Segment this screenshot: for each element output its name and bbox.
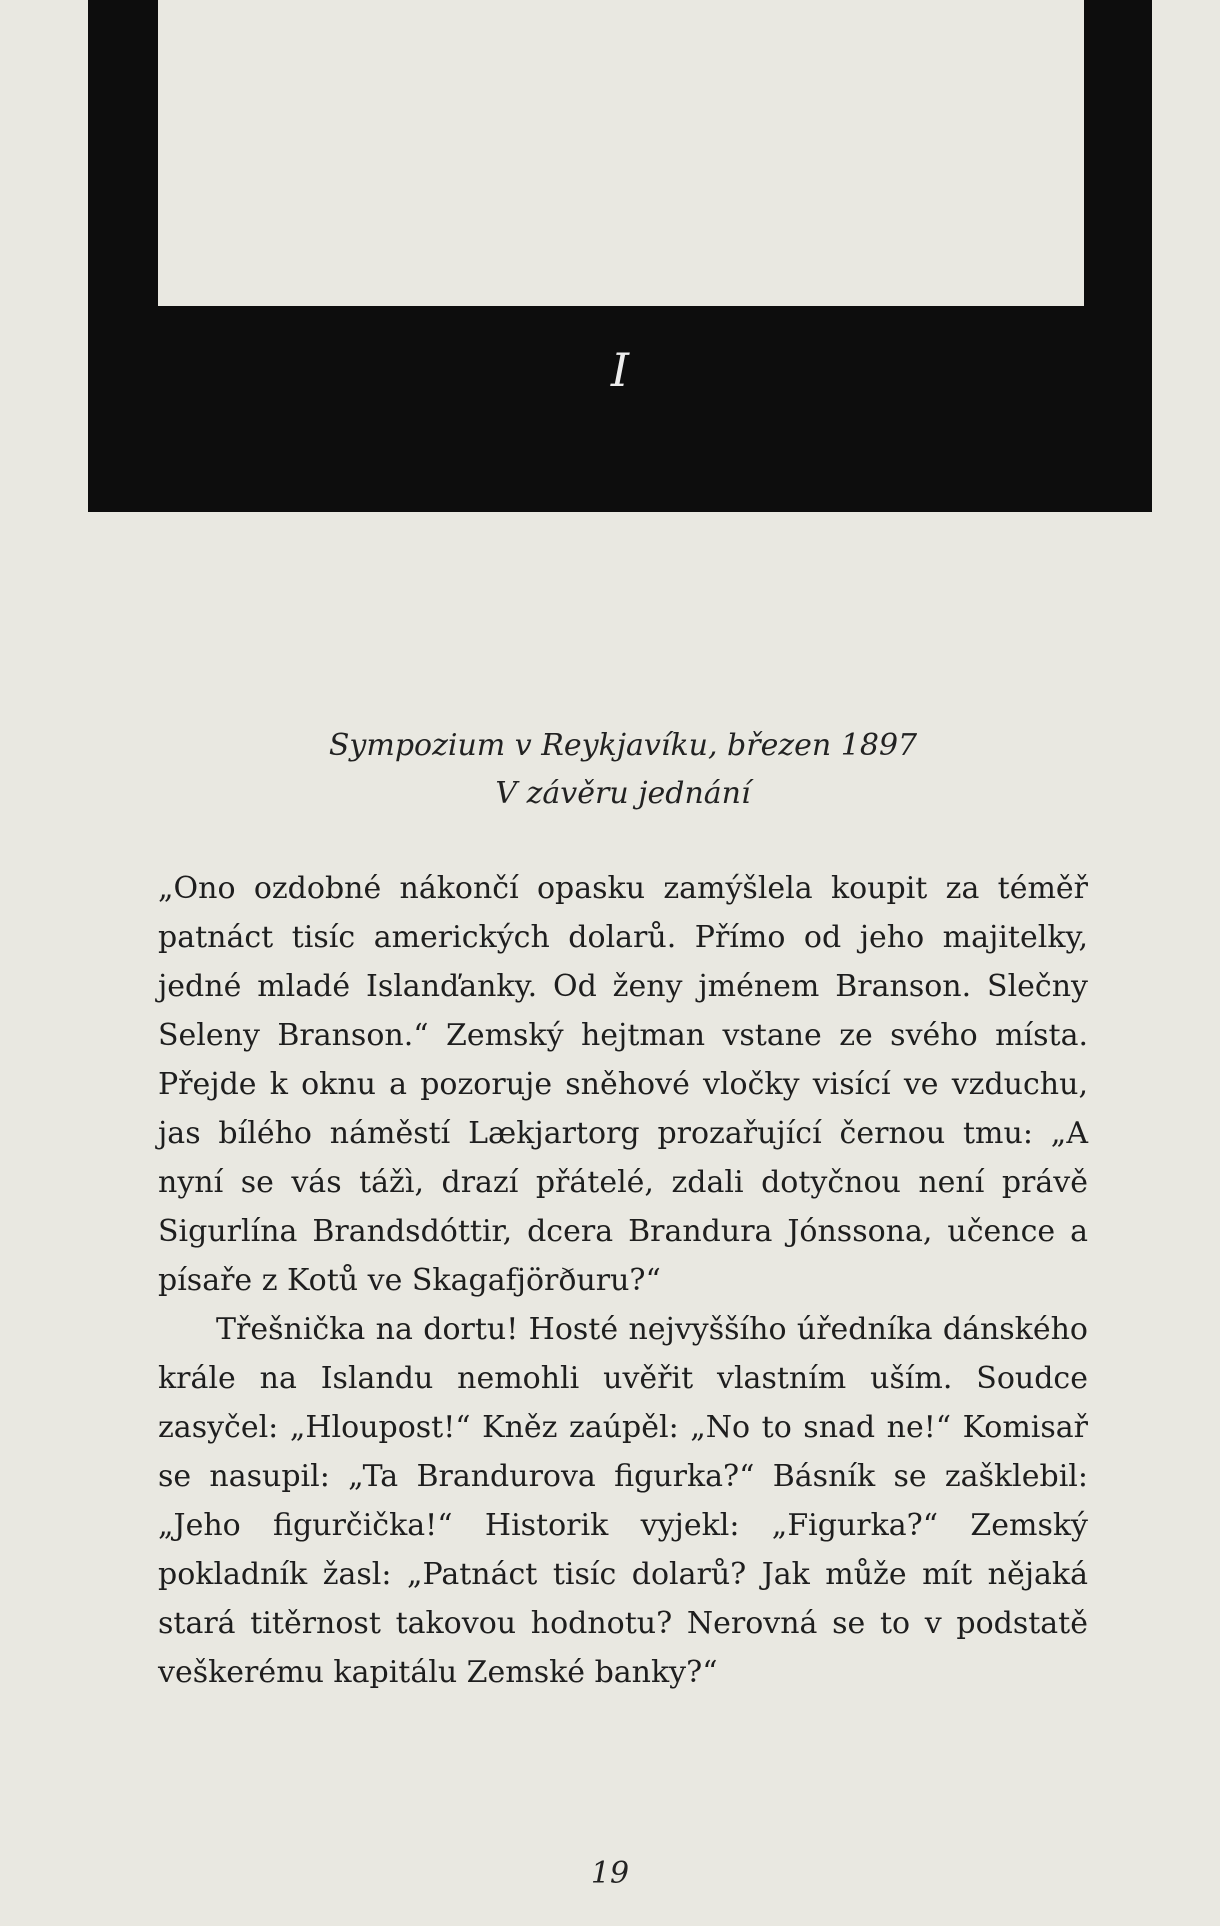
chapter-title-block	[88, 0, 1152, 512]
paragraph-2: Třešnička na dortu! Hosté nejvyššího úředníka dánského krále na Islandu nemohli uvěřit vlastním uším. Soudce zasyčel: „Hloupost!“ Kněz zaúpěl: „No to snad ne!“ Komisař se nasupil: „Ta Brandurova figurka?“ Básník se zašklebil: „Jeho figurčička!“ Historik vyjekl: „Figurka?“ Zemský pokladník žasl: „Patnáct tisíc dolarů? Jak může mít nějaká stará titěrnost takovou hodnotu? Nerovná se to v podstatě veškerému kapitálu Zemské banky?“	[158, 1312, 1088, 1690]
chapter-title-window	[158, 0, 1084, 306]
chapter-numeral: I	[610, 343, 630, 397]
page-number: 19	[590, 1856, 630, 1891]
section-heading-location: Sympozium v Reykjavíku, březen 1897	[328, 728, 918, 763]
paragraph-1: „Ono ozdobné nákončí opasku zamýšlela koupit za téměř patnáct tisíc amerických dolarů. Přímo od jeho majitelky, jedné mladé Islanďanky. Od ženy jménem Branson. Slečny Seleny Branson.“ Zemský hejtman vstane ze svého místa. Přejde k oknu a pozoruje sněhové vločky visící ve vzduchu, jas bílého náměstí Lækjartorg prozařující černou tmu: „A nyní se vás tážì, drazí přátelé, zdali dotyčnou není právě Sigurlína Brandsdóttir, dcera Brandura Jónssona, učence a písaře z Kotů ve Skagafjörðuru?“	[158, 871, 1088, 1298]
section-heading-subtitle: V závěru jednání	[495, 776, 751, 811]
body-text	[158, 864, 1088, 1697]
